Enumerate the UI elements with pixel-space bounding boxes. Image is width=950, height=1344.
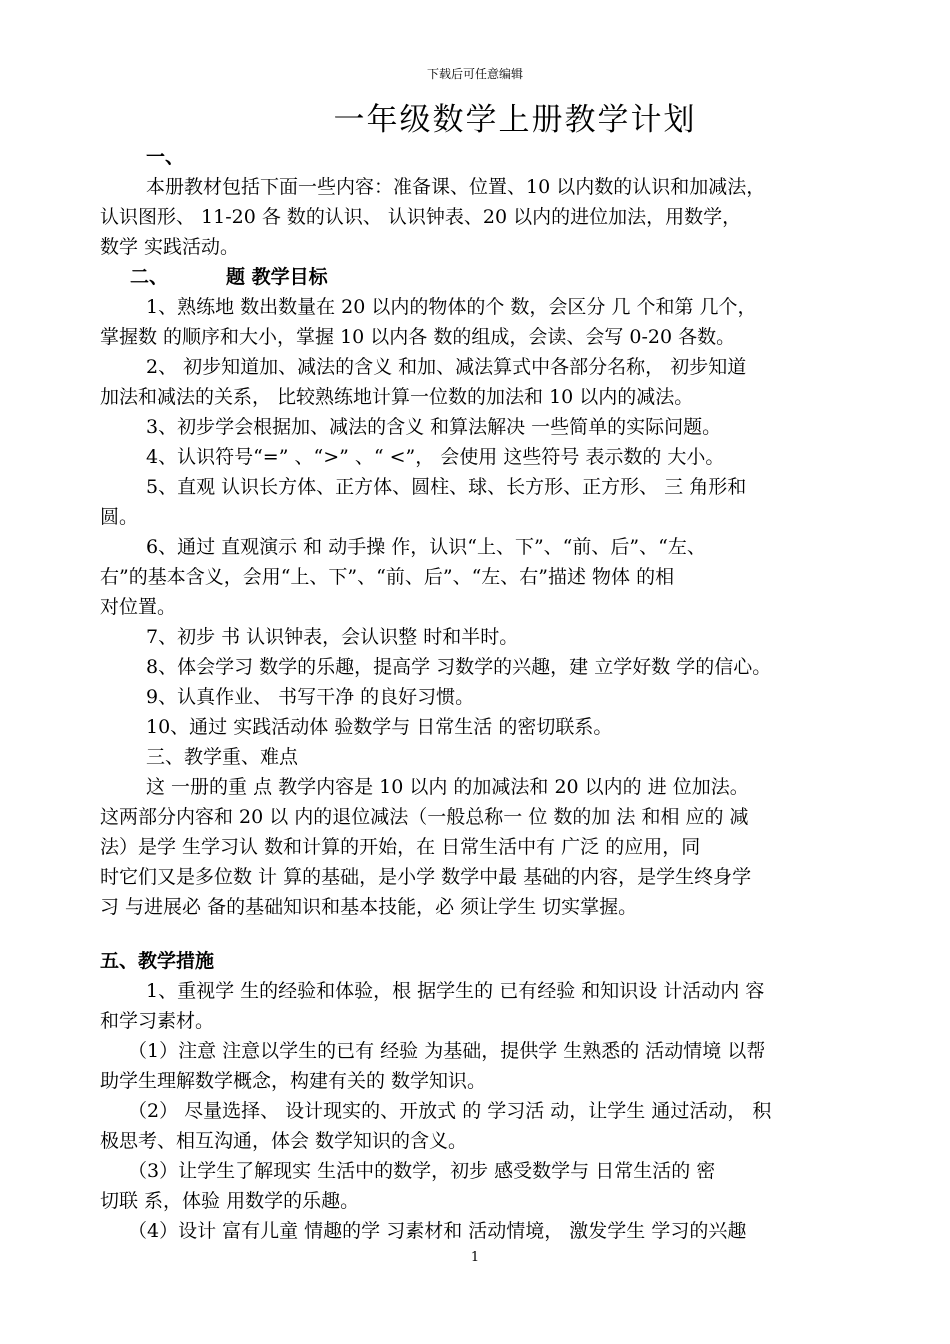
list-item: 1、熟练地 数出数量在 20 以内的物体的个 数，会区分 几 个和第 几个， (146, 296, 757, 318)
paragraph-line: 时它们又是多位数 计 算的基础，是小学 数学中最 基础的内容，是学生终身学 (100, 866, 752, 888)
paragraph-line: 习 与进展必 备的基础知识和基本技能，必 须让学生 切实掌握。 (100, 896, 638, 918)
section-heading (100, 262, 870, 292)
list-item-continuation: 右”的基本含义，会用“上、下”、“前、后”、“左、右”描述 物体 的相 (100, 566, 675, 588)
section-title: 题 教学目标 (226, 266, 328, 288)
list-item: 6、通过 直观演示 和 动手操 作，认识“上、下”、“前、后”、“左、 (146, 536, 706, 558)
header-note: 下载后可任意编辑 (426, 67, 523, 81)
objectives-list (100, 292, 870, 742)
list-item: 10、通过 实践活动体 验数学与 日常生活 的密切联系。 (146, 716, 613, 738)
paragraph-line: 本册教材包括下面一些内容：准备课、位置、10 以内数的认识和加减法， (146, 176, 766, 198)
list-item: 5、直观 认识长方体、正方体、圆柱、球、长方形、正方形、 三 角形和 (146, 476, 747, 498)
list-item: 2、 初步知道加、减法的含义 和加、减法算式中各部分名称， 初步知道 (146, 356, 747, 378)
list-item-continuation: 切联 系，体验 用数学的乐趣。 (100, 1190, 360, 1212)
list-item: （1）注意 注意以学生的已有 经验 为基础，提供学 生熟悉的 活动情境 以帮 (128, 1040, 766, 1062)
section-heading: 一、 (146, 146, 185, 168)
list-item-continuation: 对位置。 (100, 596, 177, 618)
section-heading: 五、教学措施 (100, 950, 215, 972)
list-item-continuation: 圆。 (100, 506, 139, 528)
paragraph-line: 这两部分内容和 20 以 内的退位减法（一般总称一 位 数的加 法 和相 应的 减 (100, 806, 749, 828)
paragraph-line: 认识图形、 11-20 各 数的认识、 认识钟表、20 以内的进位加法，用数学， (100, 206, 742, 228)
measures-list (100, 976, 870, 1246)
paragraph-line: 法）是学 生学习认 数和计算的开始，在 日常生活中有 广泛 的应用，同 (100, 836, 701, 858)
list-item: （3）让学生了解现实 生活中的数学，初步 感受数学与 日常生活的 密 (128, 1160, 716, 1182)
list-item: （2） 尽量选择、 设计现实的、开放式 的 学习活 动，让学生 通过活动， 积 (128, 1100, 772, 1122)
list-item: 3、初步学会根据加、减法的含义 和算法解决 一些简单的实际问题。 (146, 416, 722, 438)
list-item: 7、初步 书 认识钟表，会认识整 时和半时。 (146, 626, 519, 648)
section-heading: 三、教学重、难点 (146, 746, 299, 768)
list-item-continuation: 掌握数 的顺序和大小，掌握 10 以内各 数的组成，会读、会写 0-20 各数。 (100, 326, 736, 348)
list-item: （4）设计 富有儿童 情趣的学 习素材和 活动情境， 激发学生 学习的兴趣 (128, 1220, 747, 1242)
document-body (100, 142, 870, 1246)
document-title: 一年级数学上册教学计划 (333, 102, 697, 138)
section-number: 二、 (130, 266, 169, 288)
list-item: 9、认真作业、 书写干净 的良好习惯。 (146, 686, 475, 708)
list-item-continuation: 极思考、相互沟通，体会 数学知识的含义。 (100, 1130, 468, 1152)
paragraph-line: 这 一册的重 点 教学内容是 10 以内 的加减法和 20 以内的 进 位加法。 (146, 776, 749, 798)
list-item-continuation: 加法和减法的关系， 比较熟练地计算一位数的加法和 10 以内的减法。 (100, 386, 694, 408)
page-number: 1 (470, 1250, 480, 1265)
list-item: 4、认识符号“=” 、“>” 、“ <”， 会使用 这些符号 表示数的 大小。 (146, 446, 725, 468)
list-item-continuation: 和学习素材。 (100, 1010, 215, 1032)
list-item: 1、重视学 生的经验和体验，根 据学生的 已有经验 和知识设 计活动内 容 (146, 980, 765, 1002)
list-item-continuation: 助学生理解数学概念，构建有关的 数学知识。 (100, 1070, 487, 1092)
paragraph-line: 数学 实践活动。 (100, 236, 240, 258)
list-item: 8、体会学习 数学的乐趣，提高学 习数学的兴趣，建 立学好数 学的信心。 (146, 656, 772, 678)
